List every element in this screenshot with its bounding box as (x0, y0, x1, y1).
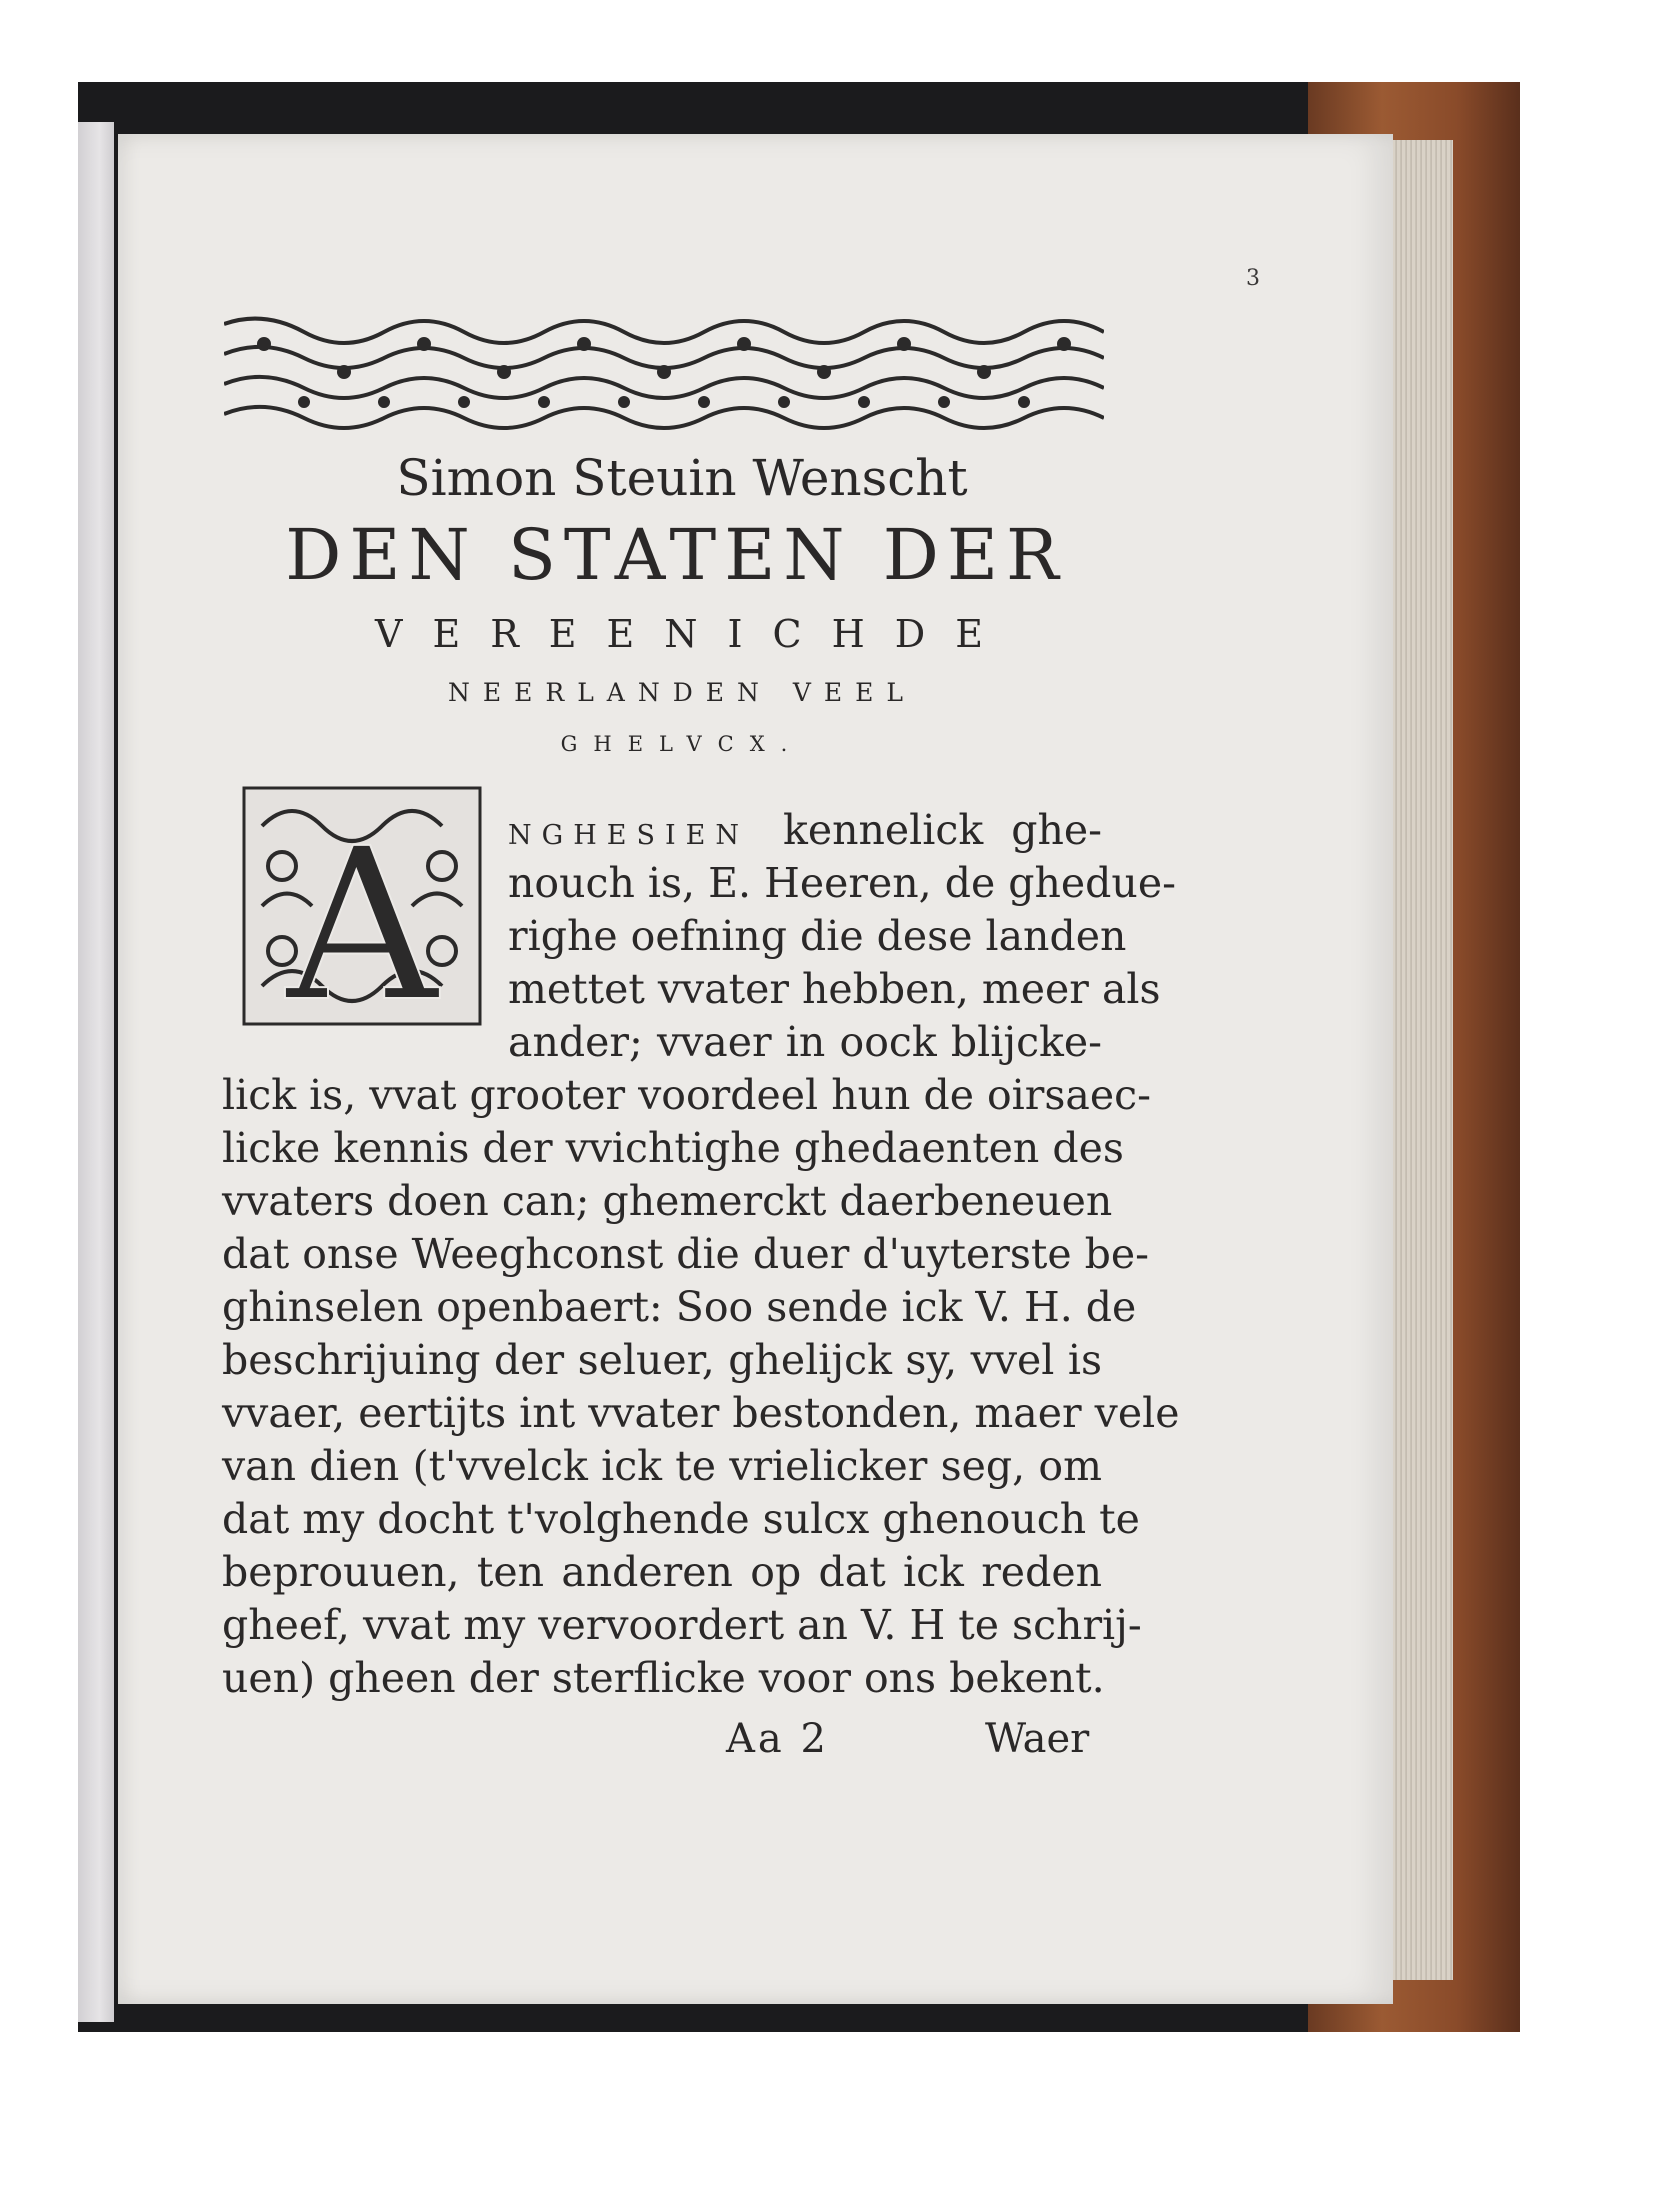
catchword: Waer (985, 1716, 1090, 1762)
title-author-line: Simon Steuin Wenscht (396, 449, 968, 507)
footer-courtesy: Images reproduced by courtesy of Koninklijke Bibliotheek, Den Haag. (94, 2058, 555, 2075)
scan-frame (78, 82, 1520, 2032)
page-edges (1383, 140, 1453, 1980)
body-line-17: uen) gheen der sterflicke voor ons bekent. (222, 1654, 1105, 1702)
footer-copyright: Early European Books, Copyright © 2011 ProQuest LLC. (94, 2039, 471, 2056)
body-line-12: vvaer, eertijts int vvater bestonden, maer vele (222, 1389, 1180, 1437)
body-line-15: beprouuen, ten anderen op dat ick reden (222, 1548, 1102, 1596)
body-line-5: ander; vvaer in oock blijcke- (508, 1018, 1102, 1066)
page-number: 3 (1246, 266, 1260, 291)
first-word: NGHESIEN (508, 820, 749, 851)
body-line-9: dat onse Weeghconst die duer d'uyterste be- (222, 1230, 1150, 1278)
title-line-5: GHELVCX. (560, 732, 804, 756)
ornament-headpiece (224, 314, 1104, 436)
title-line-4: NEERLANDEN VEEL (448, 678, 916, 707)
copyright-footer (94, 2038, 994, 2095)
body-line-10: ghinselen openbaert: Soo sende ick V. H. de (222, 1283, 1137, 1331)
body-line-4: mettet vvater hebben, meer als (508, 965, 1161, 1013)
title-line-3: VEREENICHDE (375, 612, 1013, 656)
footer-shelfmark: 1708 B 10 [3] (94, 2077, 184, 2094)
facing-page-edge (78, 122, 114, 2022)
body-line-13: van dien (t'vvelck ick te vrielicker seg, om (222, 1442, 1102, 1490)
book-page (118, 134, 1393, 2004)
body-line-14: dat my docht t'volghende sulcx ghenouch te (222, 1495, 1140, 1543)
signature-mark: Aa 2 (726, 1716, 829, 1762)
body-line-16: gheef, vvat my vervoordert an V. H te schrij- (222, 1601, 1142, 1649)
decorated-initial (242, 786, 482, 1026)
body-line-1-text: kennelick ghe- (782, 806, 1102, 854)
body-line-3: righe oefning die dese landen (508, 912, 1127, 960)
body-line-6: lick is, vvat grooter voordeel hun de oirsaec- (222, 1071, 1151, 1119)
body-line-7: licke kennis der vvichtighe ghedaenten des (222, 1124, 1124, 1172)
body-line-8: vvaters doen can; ghemerckt daerbeneuen (222, 1177, 1113, 1225)
body-line-2: nouch is, E. Heeren, de ghedue- (508, 859, 1176, 907)
body-line-1 (508, 806, 1102, 854)
body-line-11: beschrijuing der seluer, ghelijck sy, vvel is (222, 1336, 1102, 1384)
title-heading: DEN STATEN DER (285, 514, 1067, 596)
dropcap-letter: A (286, 803, 438, 1026)
